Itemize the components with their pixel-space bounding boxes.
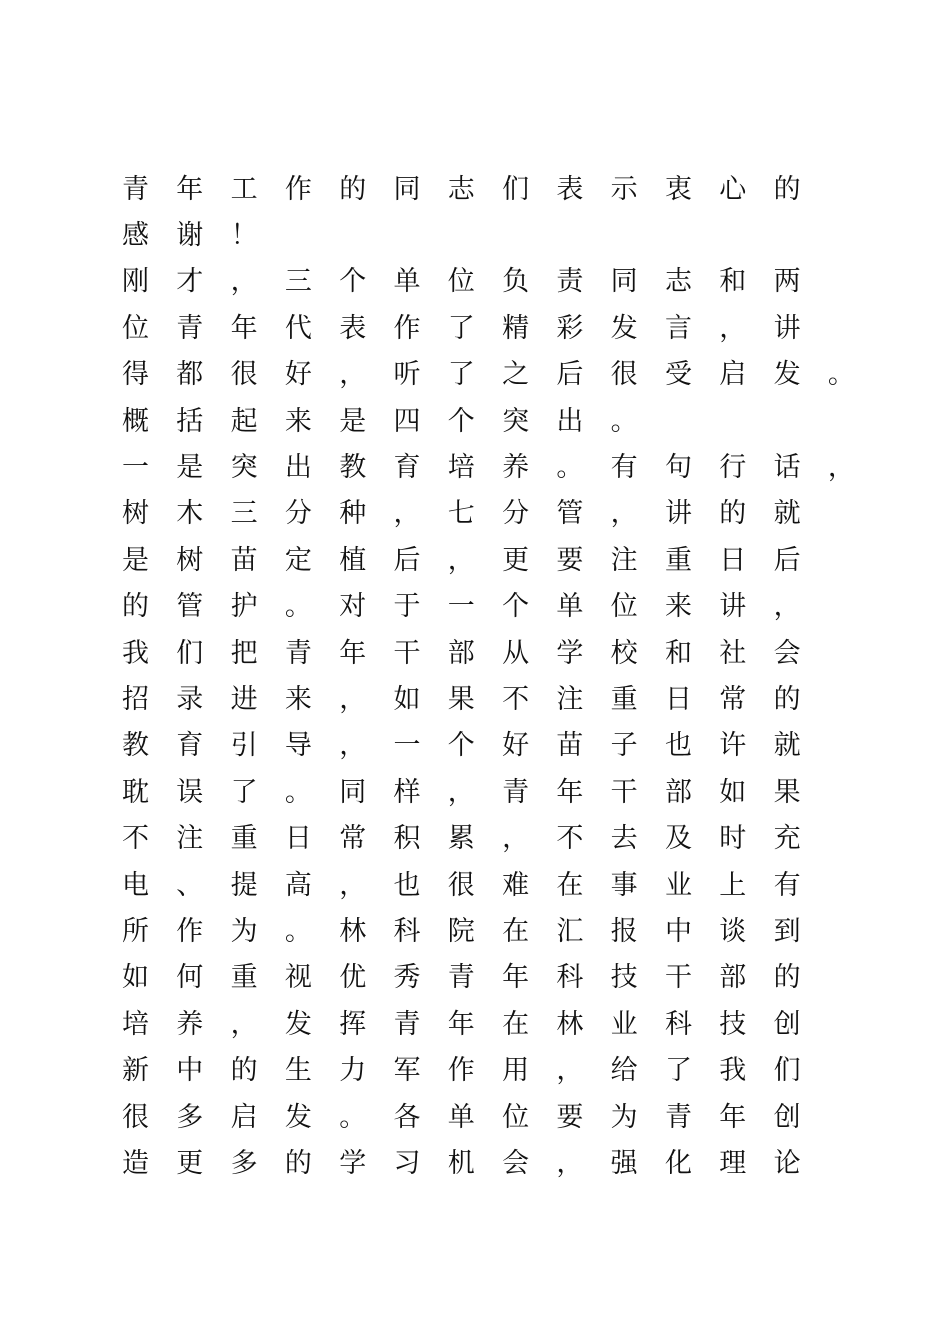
text-char: 造 bbox=[122, 1147, 149, 1179]
text-char: 表 bbox=[339, 312, 367, 344]
text-char: 注 bbox=[176, 823, 204, 855]
text-char: 到 bbox=[773, 915, 801, 947]
text-line bbox=[122, 491, 882, 537]
text-line bbox=[122, 166, 882, 212]
text-char: 们 bbox=[773, 1055, 801, 1087]
text-char: 科 bbox=[664, 1008, 692, 1040]
text-char: 很 bbox=[230, 359, 258, 391]
text-char: 同 bbox=[610, 266, 638, 298]
text-char: 个 bbox=[447, 730, 475, 762]
text-char: 。 bbox=[284, 776, 312, 808]
text-char: 新 bbox=[122, 1055, 149, 1087]
text-char: 后 bbox=[393, 544, 421, 576]
text-char: 谈 bbox=[719, 915, 747, 947]
text-char: 。 bbox=[284, 915, 312, 947]
text-char: 好 bbox=[502, 730, 530, 762]
text-char: 启 bbox=[230, 1101, 258, 1133]
text-char: 业 bbox=[664, 869, 692, 901]
text-char: 分 bbox=[284, 498, 312, 530]
text-char: 。 bbox=[556, 452, 584, 484]
text-char: 教 bbox=[339, 452, 367, 484]
text-char: 护 bbox=[230, 591, 258, 623]
body-text bbox=[122, 166, 882, 1187]
text-char: 业 bbox=[610, 1008, 638, 1040]
text-char: 、 bbox=[176, 869, 204, 901]
text-char: 去 bbox=[610, 823, 638, 855]
text-char: ， bbox=[556, 1147, 584, 1179]
text-char: 在 bbox=[502, 1008, 530, 1040]
text-char: 。 bbox=[284, 591, 312, 623]
text-line bbox=[122, 584, 882, 630]
text-line bbox=[122, 1047, 882, 1093]
text-char: 两 bbox=[773, 266, 801, 298]
text-char: 在 bbox=[556, 869, 584, 901]
text-char: ， bbox=[556, 1055, 584, 1087]
text-char: 讲 bbox=[773, 312, 801, 344]
text-char: 句 bbox=[664, 452, 692, 484]
text-line bbox=[122, 259, 882, 305]
text-char: 视 bbox=[284, 962, 312, 994]
text-char: 也 bbox=[664, 730, 692, 762]
text-char: 的 bbox=[773, 962, 801, 994]
text-char: 位 bbox=[122, 312, 149, 344]
text-char: 青 bbox=[284, 637, 312, 669]
text-char: 录 bbox=[176, 683, 204, 715]
text-char: 从 bbox=[502, 637, 530, 669]
text-char: 干 bbox=[393, 637, 421, 669]
text-char: 位 bbox=[447, 266, 475, 298]
text-char: 养 bbox=[176, 1008, 204, 1040]
text-line bbox=[122, 955, 882, 1001]
text-char: 就 bbox=[773, 730, 801, 762]
text-char: 是 bbox=[176, 452, 204, 484]
text-char: 不 bbox=[122, 823, 149, 855]
text-char: 管 bbox=[556, 498, 584, 530]
text-char: 学 bbox=[556, 637, 584, 669]
text-char: 言 bbox=[664, 312, 692, 344]
text-char: 代 bbox=[284, 312, 312, 344]
text-char: 何 bbox=[176, 962, 204, 994]
text-char: ， bbox=[230, 1008, 258, 1040]
text-char: 志 bbox=[664, 266, 692, 298]
text-char: ， bbox=[393, 498, 421, 530]
text-char: 苗 bbox=[230, 544, 258, 576]
text-line bbox=[122, 723, 882, 769]
text-char: 出 bbox=[556, 405, 584, 437]
text-char: 注 bbox=[610, 544, 638, 576]
text-char: 彩 bbox=[556, 312, 584, 344]
text-char: 负 bbox=[502, 266, 530, 298]
text-char: 受 bbox=[664, 359, 692, 391]
text-char: 心 bbox=[719, 173, 747, 205]
text-line bbox=[122, 769, 882, 815]
text-char: 科 bbox=[556, 962, 584, 994]
text-char: 和 bbox=[719, 266, 747, 298]
text-char: 及 bbox=[664, 823, 692, 855]
text-char: 的 bbox=[122, 591, 149, 623]
text-line bbox=[122, 352, 882, 398]
text-char: 讲 bbox=[719, 591, 747, 623]
text-line bbox=[122, 1140, 882, 1186]
text-char: 引 bbox=[230, 730, 258, 762]
text-char: 化 bbox=[664, 1147, 692, 1179]
text-char: 才 bbox=[176, 266, 204, 298]
text-char: ， bbox=[230, 266, 258, 298]
text-char: 给 bbox=[610, 1055, 638, 1087]
text-char: 个 bbox=[447, 405, 475, 437]
text-char: 在 bbox=[502, 915, 530, 947]
text-char: 后 bbox=[556, 359, 584, 391]
text-char: 要 bbox=[556, 1101, 584, 1133]
text-char: 为 bbox=[610, 1101, 638, 1133]
text-char: 累 bbox=[447, 823, 475, 855]
text-char: 报 bbox=[610, 915, 638, 947]
text-char: ， bbox=[339, 730, 367, 762]
text-char: 们 bbox=[502, 173, 530, 205]
text-char: ， bbox=[773, 591, 801, 623]
text-char: 上 bbox=[719, 869, 747, 901]
text-line bbox=[122, 398, 882, 444]
text-char: 示 bbox=[610, 173, 638, 205]
text-char: 干 bbox=[610, 776, 638, 808]
text-char: 和 bbox=[664, 637, 692, 669]
text-char: 年 bbox=[719, 1101, 747, 1133]
text-char: 汇 bbox=[556, 915, 584, 947]
text-char: 发 bbox=[284, 1101, 312, 1133]
text-line bbox=[122, 305, 882, 351]
text-char: 青 bbox=[447, 962, 475, 994]
text-char: 多 bbox=[176, 1101, 204, 1133]
text-char: 青 bbox=[502, 776, 530, 808]
text-line bbox=[122, 212, 882, 258]
text-char: 三 bbox=[230, 498, 258, 530]
text-char: 部 bbox=[719, 962, 747, 994]
text-char: 位 bbox=[502, 1101, 530, 1133]
text-char: 同 bbox=[339, 776, 367, 808]
text-char: 青 bbox=[393, 1008, 421, 1040]
text-char: 听 bbox=[393, 359, 421, 391]
text-char: 秀 bbox=[393, 962, 421, 994]
text-char: 院 bbox=[447, 915, 475, 947]
text-char: 作 bbox=[393, 312, 421, 344]
text-char: 发 bbox=[773, 359, 801, 391]
text-char: 各 bbox=[393, 1101, 421, 1133]
text-char: 科 bbox=[393, 915, 421, 947]
text-char: 青 bbox=[122, 173, 149, 205]
text-char: 树 bbox=[122, 498, 149, 530]
text-char: 出 bbox=[284, 452, 312, 484]
text-char: 用 bbox=[502, 1055, 530, 1087]
text-char: 如 bbox=[393, 683, 421, 715]
text-char: 作 bbox=[447, 1055, 475, 1087]
text-char: 分 bbox=[502, 498, 530, 530]
text-char: 的 bbox=[230, 1055, 258, 1087]
text-char: 都 bbox=[176, 359, 204, 391]
text-char: 难 bbox=[502, 869, 530, 901]
text-char: 导 bbox=[284, 730, 312, 762]
text-char: 事 bbox=[610, 869, 638, 901]
text-char: 对 bbox=[339, 591, 367, 623]
text-line bbox=[122, 630, 882, 676]
text-char: 很 bbox=[122, 1101, 149, 1133]
text-char: 子 bbox=[610, 730, 638, 762]
text-char: 电 bbox=[122, 869, 149, 901]
text-char: 年 bbox=[230, 312, 258, 344]
text-char: 不 bbox=[502, 683, 530, 715]
text-char: 四 bbox=[393, 405, 421, 437]
text-char: 的 bbox=[773, 173, 801, 205]
text-char: 重 bbox=[230, 962, 258, 994]
text-char: 技 bbox=[719, 1008, 747, 1040]
text-char: 于 bbox=[393, 591, 421, 623]
text-char: 木 bbox=[176, 498, 204, 530]
text-char: 中 bbox=[176, 1055, 204, 1087]
text-char: 来 bbox=[664, 591, 692, 623]
text-char: 更 bbox=[176, 1147, 204, 1179]
text-char: 时 bbox=[719, 823, 747, 855]
text-char: 所 bbox=[122, 915, 149, 947]
text-char: 许 bbox=[719, 730, 747, 762]
text-char: 日 bbox=[664, 683, 692, 715]
text-char: 更 bbox=[502, 544, 530, 576]
text-char: 提 bbox=[230, 869, 258, 901]
text-char: 有 bbox=[610, 452, 638, 484]
text-char: 话 bbox=[773, 452, 801, 484]
text-char: 得 bbox=[122, 359, 149, 391]
text-char: 工 bbox=[230, 173, 258, 205]
text-char: 强 bbox=[610, 1147, 638, 1179]
text-char: 。 bbox=[339, 1101, 367, 1133]
text-char: 突 bbox=[502, 405, 530, 437]
text-char: 耽 bbox=[122, 776, 149, 808]
text-char: 突 bbox=[230, 452, 258, 484]
text-char: 一 bbox=[393, 730, 421, 762]
text-char: 日 bbox=[284, 823, 312, 855]
text-char: 育 bbox=[176, 730, 204, 762]
text-line bbox=[122, 815, 882, 861]
text-char: 的 bbox=[339, 173, 367, 205]
text-char: 是 bbox=[122, 544, 149, 576]
text-char: 。 bbox=[827, 359, 855, 391]
text-line bbox=[122, 444, 882, 490]
text-char: 重 bbox=[664, 544, 692, 576]
text-char: 后 bbox=[773, 544, 801, 576]
text-char: 招 bbox=[122, 683, 149, 715]
text-char: ， bbox=[719, 312, 747, 344]
text-char: 会 bbox=[502, 1147, 530, 1179]
text-char: 为 bbox=[230, 915, 258, 947]
text-char: 同 bbox=[393, 173, 421, 205]
text-char: 管 bbox=[176, 591, 204, 623]
text-char: 高 bbox=[284, 869, 312, 901]
text-char: 个 bbox=[339, 266, 367, 298]
text-char: 果 bbox=[773, 776, 801, 808]
text-char: 青 bbox=[664, 1101, 692, 1133]
text-char: 机 bbox=[447, 1147, 475, 1179]
text-char: 苗 bbox=[556, 730, 584, 762]
text-char: 论 bbox=[773, 1147, 801, 1179]
text-char: 发 bbox=[610, 312, 638, 344]
text-char: 常 bbox=[339, 823, 367, 855]
text-char: 行 bbox=[719, 452, 747, 484]
text-char: 植 bbox=[339, 544, 367, 576]
text-char: 感 bbox=[122, 220, 149, 252]
text-char: 我 bbox=[719, 1055, 747, 1087]
text-char: ， bbox=[447, 544, 475, 576]
text-char: 责 bbox=[556, 266, 584, 298]
text-char: 误 bbox=[176, 776, 204, 808]
text-char: 注 bbox=[556, 683, 584, 715]
text-char: 之 bbox=[502, 359, 530, 391]
text-char: 刚 bbox=[122, 266, 149, 298]
text-char: 技 bbox=[610, 962, 638, 994]
text-char: 我 bbox=[122, 637, 149, 669]
text-char: 衷 bbox=[664, 173, 692, 205]
text-char: 习 bbox=[393, 1147, 421, 1179]
text-char: 如 bbox=[122, 962, 149, 994]
text-char: 启 bbox=[719, 359, 747, 391]
text-char: 多 bbox=[230, 1147, 258, 1179]
text-char: 讲 bbox=[664, 498, 692, 530]
text-char: 精 bbox=[502, 312, 530, 344]
text-char: 了 bbox=[447, 312, 475, 344]
text-char: 林 bbox=[339, 915, 367, 947]
text-char: 括 bbox=[176, 405, 204, 437]
text-char: 军 bbox=[393, 1055, 421, 1087]
text-char: 年 bbox=[339, 637, 367, 669]
text-char: 就 bbox=[773, 498, 801, 530]
text-char: 起 bbox=[230, 405, 258, 437]
text-char: 教 bbox=[122, 730, 149, 762]
text-char: 年 bbox=[447, 1008, 475, 1040]
text-char: 。 bbox=[610, 405, 638, 437]
text-char: 养 bbox=[502, 452, 530, 484]
text-char: 单 bbox=[556, 591, 584, 623]
text-char: 优 bbox=[339, 962, 367, 994]
text-char: ， bbox=[339, 359, 367, 391]
text-char: 七 bbox=[447, 498, 475, 530]
text-char: 年 bbox=[176, 173, 204, 205]
text-char: 来 bbox=[284, 683, 312, 715]
text-char: 个 bbox=[502, 591, 530, 623]
text-char: 作 bbox=[176, 915, 204, 947]
text-char: 日 bbox=[719, 544, 747, 576]
text-line bbox=[122, 862, 882, 908]
text-char: 种 bbox=[339, 498, 367, 530]
text-line bbox=[122, 1001, 882, 1047]
text-char: 也 bbox=[393, 869, 421, 901]
text-char: ， bbox=[447, 776, 475, 808]
text-char: 了 bbox=[447, 359, 475, 391]
text-char: 创 bbox=[773, 1101, 801, 1133]
text-char: 发 bbox=[284, 1008, 312, 1040]
text-char: 单 bbox=[447, 1101, 475, 1133]
text-line bbox=[122, 676, 882, 722]
text-char: 常 bbox=[719, 683, 747, 715]
text-char: 重 bbox=[230, 823, 258, 855]
text-char: 单 bbox=[393, 266, 421, 298]
text-char: 校 bbox=[610, 637, 638, 669]
text-char: 育 bbox=[393, 452, 421, 484]
text-char: 把 bbox=[230, 637, 258, 669]
text-char: 作 bbox=[284, 173, 312, 205]
text-char: ！ bbox=[230, 220, 258, 252]
text-char: 很 bbox=[610, 359, 638, 391]
text-char: 要 bbox=[556, 544, 584, 576]
text-char: 干 bbox=[664, 962, 692, 994]
text-char: 的 bbox=[773, 683, 801, 715]
text-char: 创 bbox=[773, 1008, 801, 1040]
text-char: 不 bbox=[556, 823, 584, 855]
text-char: 好 bbox=[284, 359, 312, 391]
text-char: 部 bbox=[447, 637, 475, 669]
text-char: 树 bbox=[176, 544, 204, 576]
text-char: 很 bbox=[447, 869, 475, 901]
text-char: 学 bbox=[339, 1147, 367, 1179]
text-char: ， bbox=[827, 452, 855, 484]
text-char: 培 bbox=[447, 452, 475, 484]
text-char: 重 bbox=[610, 683, 638, 715]
text-char: 年 bbox=[502, 962, 530, 994]
text-char: ， bbox=[339, 683, 367, 715]
text-char: 一 bbox=[122, 452, 149, 484]
text-char: 培 bbox=[122, 1008, 149, 1040]
text-char: 生 bbox=[284, 1055, 312, 1087]
text-char: 样 bbox=[393, 776, 421, 808]
text-char: ， bbox=[610, 498, 638, 530]
text-char: 力 bbox=[339, 1055, 367, 1087]
text-char: 果 bbox=[447, 683, 475, 715]
text-char: 三 bbox=[284, 266, 312, 298]
text-char: 会 bbox=[773, 637, 801, 669]
text-char: 定 bbox=[284, 544, 312, 576]
text-char: 进 bbox=[230, 683, 258, 715]
text-char: 社 bbox=[719, 637, 747, 669]
text-char: 积 bbox=[393, 823, 421, 855]
text-char: 谢 bbox=[176, 220, 204, 252]
text-char: 们 bbox=[176, 637, 204, 669]
text-char: 了 bbox=[230, 776, 258, 808]
text-char: 如 bbox=[719, 776, 747, 808]
text-char: 的 bbox=[719, 498, 747, 530]
text-char: 挥 bbox=[339, 1008, 367, 1040]
text-char: 充 bbox=[773, 823, 801, 855]
text-char: 表 bbox=[556, 173, 584, 205]
text-line bbox=[122, 1094, 882, 1140]
text-char: 一 bbox=[447, 591, 475, 623]
text-char: 是 bbox=[339, 405, 367, 437]
text-line bbox=[122, 908, 882, 954]
text-char: 了 bbox=[664, 1055, 692, 1087]
text-char: 概 bbox=[122, 405, 149, 437]
text-char: 有 bbox=[773, 869, 801, 901]
text-char: 理 bbox=[719, 1147, 747, 1179]
text-char: ， bbox=[339, 869, 367, 901]
text-char: 年 bbox=[556, 776, 584, 808]
text-line bbox=[122, 537, 882, 583]
text-char: 中 bbox=[664, 915, 692, 947]
text-char: 的 bbox=[284, 1147, 312, 1179]
text-char: 位 bbox=[610, 591, 638, 623]
text-char: 青 bbox=[176, 312, 204, 344]
text-char: 来 bbox=[284, 405, 312, 437]
text-char: 志 bbox=[447, 173, 475, 205]
text-char: 林 bbox=[556, 1008, 584, 1040]
text-char: 部 bbox=[664, 776, 692, 808]
text-char: ， bbox=[502, 823, 530, 855]
